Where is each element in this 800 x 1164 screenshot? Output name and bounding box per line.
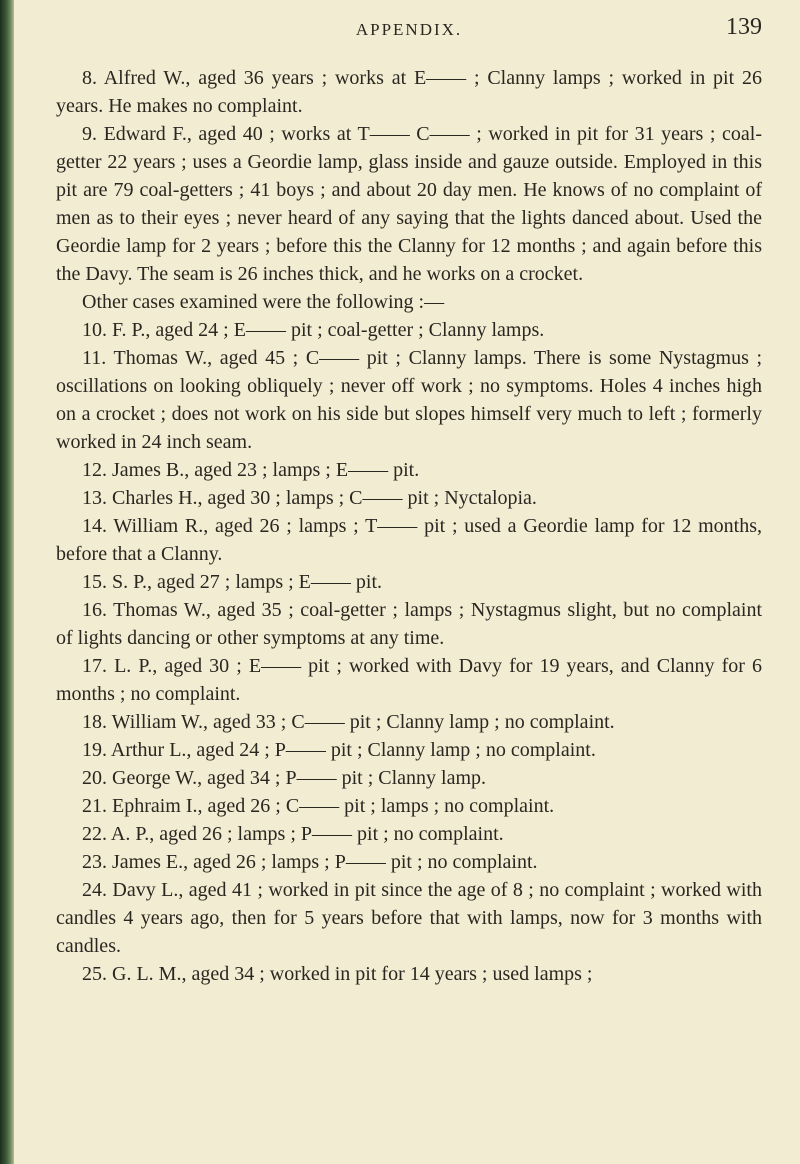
case-13: 13. Charles H., aged 30 ; lamps ; C—— pit ; Nyctalopia. [82, 487, 537, 509]
case-14: 14. William R., aged 26 ; lamps ; T—— pit ; used a Geordie lamp for 12 months, before that a Clanny. [56, 515, 762, 565]
book-page [56, 0, 762, 1164]
case-23: 23. James E., aged 26 ; lamps ; P—— pit ; no complaint. [82, 851, 538, 873]
case-9: 9. Edward F., aged 40 ; works at T—— C—— ; worked in pit for 31 years ; coal-getter 22 years ; uses a Geordie lamp, glass inside and gauze outside. Employed in this pit are 79 coal-getters ; 41 boys ; and about 20 day men. He knows of no complaint of men as to their eyes ; never heard of any saying that the lights danced about. Used the Geordie lamp for 2 years ; before this the Clanny for 12 months ; and again before this the Davy. The seam is 26 inches thick, and he works on a crocket. [56, 123, 762, 285]
case-17: 17. L. P., aged 30 ; E—— pit ; worked with Davy for 19 years, and Clanny for 6 months ; no complaint. [56, 655, 762, 705]
running-head-title: APPENDIX. [355, 20, 463, 39]
case-20: 20. George W., aged 34 ; P—— pit ; Clanny lamp. [82, 767, 487, 789]
other-cases-intro: Other cases examined were the following :— [82, 291, 445, 313]
page-number: 139 [726, 14, 762, 40]
case-22: 22. A. P., aged 26 ; lamps ; P—— pit ; no complaint. [82, 823, 504, 845]
case-24: 24. Davy L., aged 41 ; worked in pit since the age of 8 ; no complaint ; worked with candles 4 years ago, then for 5 years before that with lamps, now for 3 months with candles. [56, 879, 762, 957]
case-15: 15. S. P., aged 27 ; lamps ; E—— pit. [82, 571, 382, 593]
case-25: 25. G. L. M., aged 34 ; worked in pit for 14 years ; used lamps ; [82, 963, 593, 985]
case-21: 21. Ephraim I., aged 26 ; C—— pit ; lamps ; no complaint. [82, 795, 555, 817]
case-18: 18. William W., aged 33 ; C—— pit ; Clanny lamp ; no complaint. [82, 711, 615, 733]
body-text [56, 64, 762, 988]
running-head [56, 0, 762, 64]
case-12: 12. James B., aged 23 ; lamps ; E—— pit. [82, 459, 420, 481]
case-8: 8. Alfred W., aged 36 years ; works at E—— ; Clanny lamps ; worked in pit 26 years. He makes no complaint. [56, 67, 762, 117]
case-16: 16. Thomas W., aged 35 ; coal-getter ; lamps ; Nystagmus slight, but no complaint of lights dancing or other symptoms at any time. [56, 599, 762, 649]
case-19: 19. Arthur L., aged 24 ; P—— pit ; Clanny lamp ; no complaint. [82, 739, 596, 761]
case-10: 10. F. P., aged 24 ; E—— pit ; coal-getter ; Clanny lamps. [82, 319, 545, 341]
case-11: 11. Thomas W., aged 45 ; C—— pit ; Clanny lamps. There is some Nystagmus ; oscillations on looking obliquely ; never off work ; no symptoms. Holes 4 inches high on a crocket ; does not work on his side but slopes himself very much to left ; formerly worked in 24 inch seam. [56, 347, 762, 453]
book-binding-edge [0, 0, 14, 1164]
